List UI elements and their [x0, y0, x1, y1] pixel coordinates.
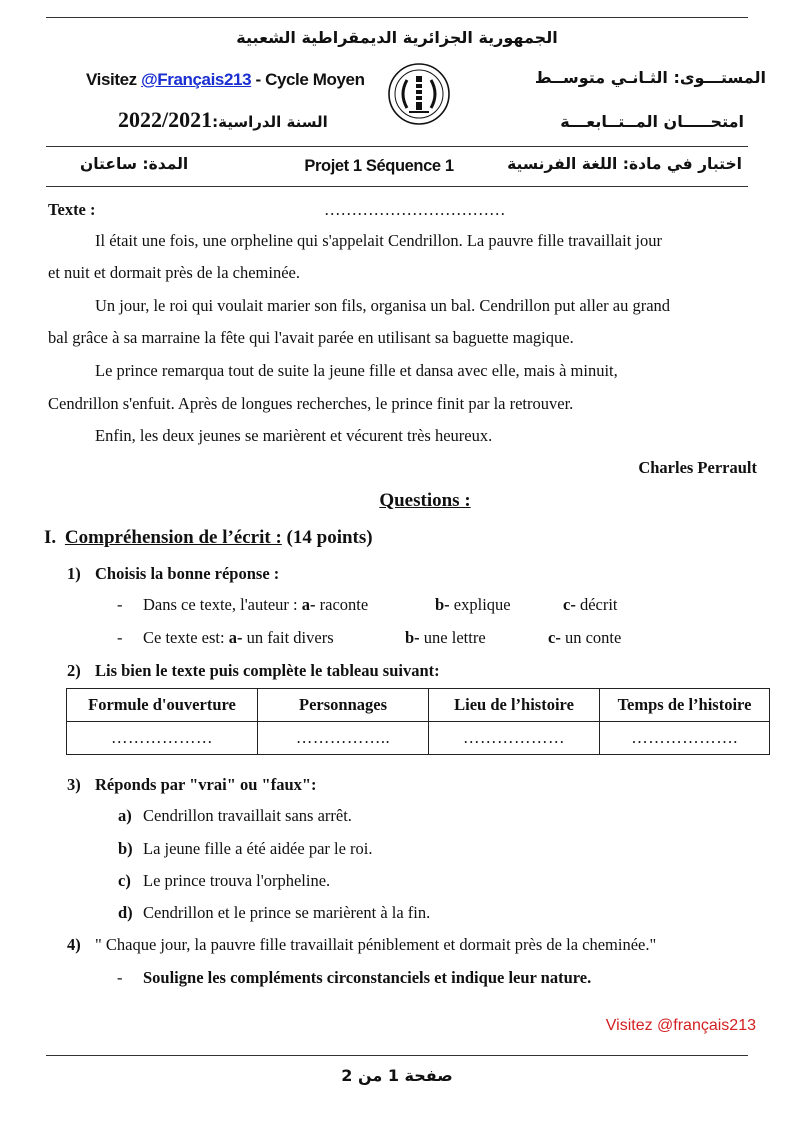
table-header-row [67, 689, 770, 722]
emblem-logo [387, 62, 451, 126]
table-cell-characters[interactable]: …………….. [258, 722, 429, 755]
q1-item-2-dash: - [117, 628, 123, 647]
paragraph-2-line-2: bal grâce à sa marraine la fête qui l'avait parée en utilisant sa baguette magique. [48, 328, 574, 347]
q4-sentence: " Chaque jour, la pauvre fille travaillait péniblement et dormait près de la cheminée." [95, 935, 657, 954]
q3-item-b-text: La jeune fille a été aidée par le roi. [143, 839, 373, 858]
section-points: (14 points) [286, 527, 373, 548]
visit-suffix: - Cycle Moyen [251, 70, 365, 89]
q3-item-c-letter: c) [118, 871, 131, 890]
q4-dash: - [117, 968, 123, 987]
text-title-blank: …………………………… [324, 200, 506, 219]
subheader-rule [46, 186, 748, 187]
q1-item-1-b-text: explique [449, 595, 511, 614]
table-cell-opening[interactable]: ……………… [67, 722, 258, 755]
paragraph-2-line-1: Un jour, le roi qui voulait marier son fils, organisa un bal. Cendrillon put aller au grand [95, 296, 671, 315]
q3-item-a-letter: a) [118, 806, 132, 825]
project-label: Projet 1 Séquence 1 [304, 157, 454, 175]
q1-item-1-dash: - [117, 595, 123, 614]
exam-label: امتحـــــان المــتــابعـــة [560, 112, 744, 131]
q1-item-2-b-text: une lettre [419, 628, 486, 647]
text-label: Texte : [48, 200, 96, 219]
q4-task: Souligne les compléments circonstanciels et indique leur nature. [143, 968, 592, 987]
q2-title: Lis bien le texte puis complète le tableau suivant: [95, 661, 440, 680]
table-header-place: Lieu de l’histoire [429, 689, 600, 722]
section-heading [44, 527, 373, 549]
q1-item-1-b-letter: b- [435, 595, 450, 614]
table-header-time: Temps de l’histoire [600, 689, 770, 722]
paragraph-1-line-1: Il était une fois, une orpheline qui s'appelait Cendrillon. La pauvre fille travaillait jour [95, 231, 663, 250]
header-rule [46, 146, 748, 147]
table-header-characters: Personnages [258, 689, 429, 722]
q1-item-1-c-text: décrit [575, 595, 618, 614]
q1-item-2-b-letter: b- [405, 628, 420, 647]
paragraph-1-line-2: et nuit et dormait près de la cheminée. [48, 263, 300, 282]
page-number: صفحة 1 من 2 [341, 1066, 453, 1085]
q3-item-b-letter: b) [118, 839, 133, 858]
watermark-visit: Visitez @français213 [605, 1017, 756, 1034]
q3-item-d-letter: d) [118, 903, 133, 922]
q1-item-1-option-c [563, 595, 618, 615]
q1-item-1-stem [143, 595, 368, 615]
q1-item-1-a-letter: a- [301, 595, 316, 614]
q1-item-2-stem-text: Ce texte est: [143, 628, 229, 647]
footer-rule [46, 1055, 748, 1056]
q1-item-2-c-text: un conte [560, 628, 622, 647]
visit-header [86, 70, 365, 90]
q1-item-1-stem-text: Dans ce texte, l'auteur : [143, 595, 302, 614]
duration-label: المدة: ساعتان [80, 155, 189, 173]
school-year-value: 2022/2021 [118, 107, 213, 132]
table-cell-time[interactable]: ………………. [600, 722, 770, 755]
q1-item-2-option-c [548, 628, 621, 648]
q1-item-2-stem [143, 628, 334, 648]
visit-link[interactable]: @Français213 [141, 70, 252, 89]
q3-item-c-text: Le prince trouva l'orpheline. [143, 871, 331, 890]
q1-item-2-option-b [405, 628, 486, 648]
q1-number: 1) [67, 564, 81, 583]
q1-title: Choisis la bonne réponse : [95, 564, 280, 583]
q3-item-a-text: Cendrillon travaillait sans arrêt. [143, 806, 352, 825]
section-number: I. [44, 527, 57, 548]
table-cell-place[interactable]: ……………… [429, 722, 600, 755]
level-label: المستـــوى: الثـانـي متوســط [534, 68, 766, 87]
paragraph-3-line-2: Cendrillon s'enfuit. Après de longues recherches, le prince finit par la retrouver. [48, 394, 574, 413]
q3-item-d-text: Cendrillon et le prince se marièrent à la fin. [143, 903, 431, 922]
story-table [66, 688, 770, 755]
republic-title: الجمهورية الجزائرية الديمقراطية الشعبية [236, 28, 558, 47]
author: Charles Perrault [638, 458, 757, 477]
school-year-label: السنة الدراسية: [212, 113, 328, 131]
paragraph-3-line-1: Le prince remarqua tout de suite la jeune fille et dansa avec elle, mais à minuit, [95, 361, 618, 380]
q1-item-2-a-text: un fait divers [242, 628, 334, 647]
q1-item-1-option-b [435, 595, 511, 615]
q1-item-1-a-text: raconte [315, 595, 369, 614]
table-row [67, 722, 770, 755]
q3-number: 3) [67, 775, 81, 794]
visit-prefix: Visitez [86, 70, 142, 89]
table-header-opening: Formule d'ouverture [67, 689, 258, 722]
questions-heading: Questions : [379, 490, 471, 511]
q4-number: 4) [67, 935, 81, 954]
paragraph-4: Enfin, les deux jeunes se marièrent et vécurent très heureux. [95, 426, 493, 445]
section-title: Compréhension de l’écrit : [64, 527, 282, 548]
subject-label: اختبار في مادة: اللغة الفرنسية [507, 155, 742, 173]
q2-number: 2) [67, 661, 81, 680]
school-year [118, 107, 328, 133]
q1-item-1-c-letter: c- [563, 595, 576, 614]
q3-title: Réponds par "vrai" ou "faux": [95, 775, 317, 794]
q1-item-2-c-letter: c- [548, 628, 561, 647]
q1-item-2-a-letter: a- [228, 628, 243, 647]
top-rule [46, 17, 748, 18]
